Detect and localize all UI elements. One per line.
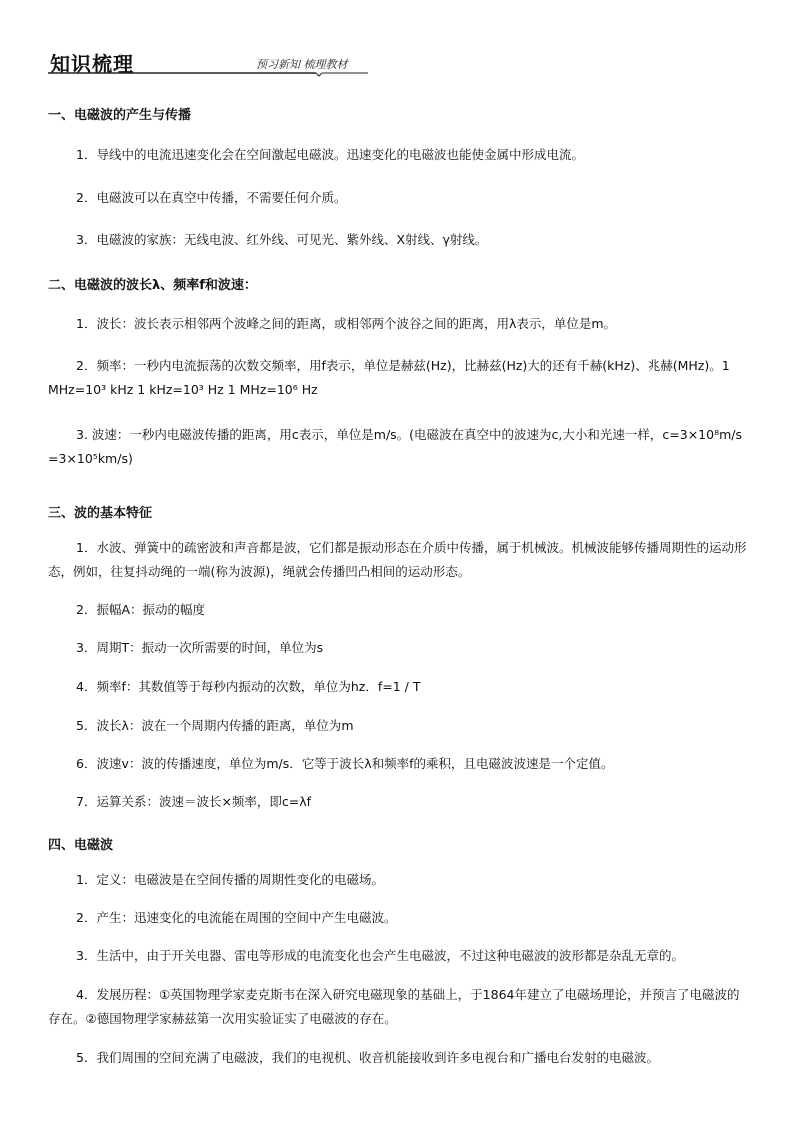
paragraph-4-1: 1．定义：电磁波是在空间传播的周期性变化的电磁场。 bbox=[76, 872, 384, 887]
paragraph-2-2: 2．频率：一秒内电流振荡的次数交频率，用f表示，单位是赫兹(Hz)，比赫兹(Hz)大的还有千赫(kHz)、兆赫(MHz)。1 MHz=10³ kHz 1 kHz=10³ Hz 1 MHz=10⁶ Hz bbox=[48, 358, 730, 397]
banner-title: 知识梳理 bbox=[50, 52, 134, 76]
paragraph-4-2: 2．产生：迅速变化的电流能在周围的空间中产生电磁波。 bbox=[76, 910, 397, 925]
paragraph-1-1: 1．导线中的电流迅速变化会在空间激起电磁波。迅速变化的电磁波也能使金属中形成电流。 bbox=[76, 147, 584, 162]
paragraph-4-3: 3．生活中，由于开关电器、雷电等形成的电流变化也会产生电磁波，不过这种电磁波的波形都是杂乱无章的。 bbox=[76, 948, 684, 963]
paragraph-4-4: 4．发展历程：①英国物理学家麦克斯韦在深入研究电磁现象的基础上，于1864年建立了电磁场理论，并预言了电磁波的存在。②德国物理学家赫兹第一次用实验证实了电磁波的存在。 bbox=[48, 987, 740, 1026]
paragraph-3-3: 3．周期T：振动一次所需要的时间，单位为s bbox=[76, 640, 324, 655]
section-heading-2: 二、电磁波的波长λ、频率f和波速： bbox=[48, 278, 257, 293]
paragraph-2-3: 3. 波速：一秒内电磁波传播的距离，用c表示，单位是m/s。(电磁波在真空中的波速为c,大小和光速一样，c=3×10⁸m/s =3×10⁵km/s) bbox=[48, 427, 742, 466]
paragraph-3-1: 1．水波、弹簧中的疏密波和声音都是波，它们都是振动形态在介质中传播，属于机械波。机械波能够传播周期性的运动形态，例如，往复抖动绳的一端(称为波源)，绳就会传播凹凸相间的运动形态。 bbox=[48, 540, 747, 579]
section-heading-1: 一、电磁波的产生与传播 bbox=[48, 108, 192, 123]
banner-underline bbox=[48, 70, 368, 78]
paragraph-3-4: 4．频率f：其数值等于每秒内振动的次数，单位为hz．f=1 / T bbox=[76, 679, 421, 694]
paragraph-1-3: 3．电磁波的家族：无线电波、红外线、可见光、紫外线、X射线、γ射线。 bbox=[76, 232, 488, 247]
section-heading-3: 三、波的基本特征 bbox=[48, 506, 153, 521]
paragraph-3-6: 6．波速v：波的传播速度，单位为m/s．它等于波长λ和频率f的乘积，且电磁波波速是一个定值。 bbox=[76, 756, 614, 771]
paragraph-3-2: 2．振幅A：振动的幅度 bbox=[76, 602, 206, 617]
paragraph-1-2: 2．电磁波可以在真空中传播，不需要任何介质。 bbox=[76, 190, 347, 205]
banner-subtitle: 预习新知 梳理教材 bbox=[256, 58, 348, 71]
section-banner bbox=[48, 46, 368, 80]
paragraph-3-7: 7．运算关系：波速＝波长×频率，即c=λf bbox=[76, 794, 312, 809]
paragraph-2-1: 1．波长：波长表示相邻两个波峰之间的距离，或相邻两个波谷之间的距离，用λ表示，单位是m。 bbox=[76, 316, 617, 331]
paragraph-3-5: 5．波长λ：波在一个周期内传播的距离，单位为m bbox=[76, 718, 354, 733]
section-heading-4: 四、电磁波 bbox=[48, 838, 114, 853]
paragraph-4-5: 5．我们周围的空间充满了电磁波，我们的电视机、收音机能接收到许多电视台和广播电台发射的电磁波。 bbox=[76, 1050, 659, 1065]
